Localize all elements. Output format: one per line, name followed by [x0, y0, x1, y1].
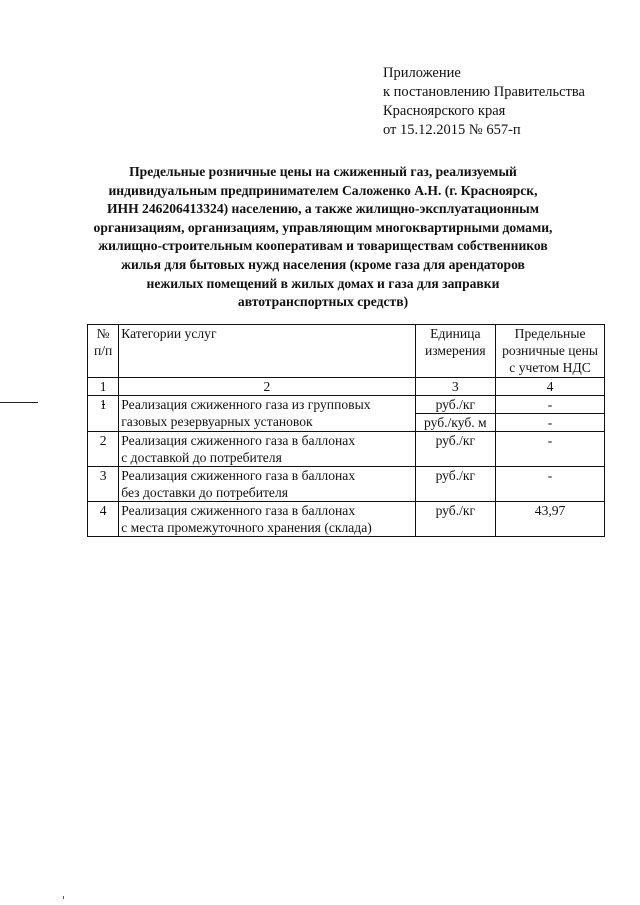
appendix-line: к постановлению Правительства — [383, 84, 585, 100]
header-unit-line: измерения — [424, 343, 486, 358]
row-price: - — [496, 396, 605, 414]
row-unit: руб./кг — [415, 432, 496, 467]
row-number: 4 — [88, 502, 119, 537]
row-category-cell — [119, 432, 415, 467]
row-unit: руб./кг — [415, 502, 496, 537]
row-category-line: Реализация сжиженного газа в баллонах — [121, 503, 356, 518]
title-line: жилищно-строительным кооперативам и товариществам собственников — [98, 238, 548, 254]
margin-line-mark — [0, 402, 38, 403]
row-price: 43,97 — [496, 502, 605, 537]
column-index: 1 — [88, 378, 119, 396]
row-unit: руб./куб. м — [415, 414, 496, 432]
row-price: - — [496, 467, 605, 502]
row-category-line: без доставки до потребителя — [121, 485, 289, 500]
table-row — [88, 432, 605, 467]
row-category-line: Реализация сжиженного газа из групповых — [121, 397, 371, 412]
header-unit-line: Единица — [430, 326, 481, 341]
row-category-line: с доставкой до потребителя — [121, 450, 282, 465]
row-category-line: Реализация сжиженного газа в баллонах — [121, 468, 356, 483]
table-row — [88, 467, 605, 502]
title-line: жилья для бытовых нужд населения (кроме газа для арендаторов — [121, 256, 525, 272]
title-line: нежилых помещений в жилых домах и газа для заправки — [146, 275, 500, 291]
title-line: ИНН 246206413324) населению, а также жилищно-эксплуатационным — [106, 201, 540, 217]
document-title — [88, 163, 558, 312]
column-index: 2 — [119, 378, 415, 396]
title-line: Предельные розничные цены на сжиженный газ, реализуемый — [129, 164, 517, 179]
row-price: - — [496, 414, 605, 432]
row-category-cell — [119, 502, 415, 537]
header-num-line: п/п — [93, 343, 113, 358]
header-price — [496, 325, 605, 378]
row-unit: руб./кг — [415, 396, 496, 414]
title-line: автотранспортных средств) — [237, 294, 409, 310]
price-table — [87, 324, 605, 537]
table-header-row — [88, 325, 605, 378]
row-number-cell — [88, 396, 119, 432]
header-num — [88, 325, 119, 378]
column-index: 4 — [496, 378, 605, 396]
header-unit — [415, 325, 496, 378]
table-row — [88, 396, 605, 414]
row-unit: руб./кг — [415, 467, 496, 502]
column-index: 3 — [415, 378, 496, 396]
row-category-cell — [119, 396, 415, 432]
row-category-line: с места промежуточного хранения (склада) — [121, 520, 372, 535]
appendix-date-line: от 15.12.2015 № 657-п — [383, 122, 521, 138]
column-index-row — [88, 378, 605, 396]
header-price-line: Предельные — [514, 326, 586, 341]
row-number: 1 — [99, 397, 107, 412]
row-number: 2 — [88, 432, 119, 467]
appendix-line: Красноярского края — [383, 103, 506, 119]
appendix-block — [383, 64, 585, 140]
header-price-line: розничные цены — [502, 343, 599, 358]
table-row — [88, 502, 605, 537]
row-category-cell — [119, 467, 415, 502]
row-category-line: газовых резервуарных установок — [121, 414, 313, 429]
scan-speck — [63, 896, 64, 899]
header-category — [119, 325, 415, 378]
row-category-line: Реализация сжиженного газа в баллонах — [121, 433, 356, 448]
row-price: - — [496, 432, 605, 467]
header-num-line: № — [96, 326, 110, 341]
title-line: организациям, организациям, управляющим многоквартирными домами, — [93, 219, 553, 235]
appendix-line: Приложение — [383, 65, 461, 81]
title-line: индивидуальным предпринимателем Саложенко А.Н. (г. Красноярск, — [108, 182, 538, 198]
header-category-text: Категории услуг — [121, 326, 217, 341]
header-price-line: с учетом НДС — [509, 360, 591, 375]
row-number: 3 — [88, 467, 119, 502]
